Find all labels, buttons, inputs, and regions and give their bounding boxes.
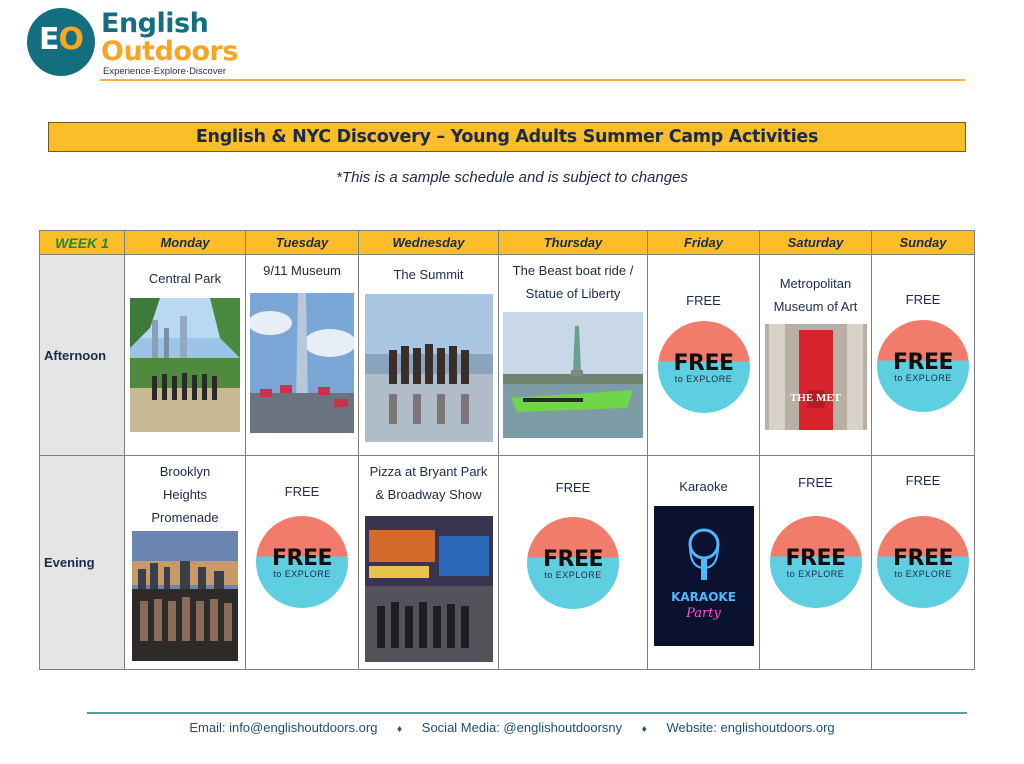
row-label-evening: Evening: [40, 456, 125, 670]
badge-word: FREE: [892, 350, 954, 375]
afternoon-row: [40, 255, 975, 456]
activity-title-line-1: Metropolitan: [779, 276, 852, 291]
badge-word: FREE: [892, 546, 954, 571]
day-header-thursday: Thursday: [499, 231, 648, 255]
page-title: English & NYC Discovery – Young Adults Summer Camp Activities: [195, 127, 819, 147]
footer-divider: [87, 712, 967, 714]
cell-tuesday-afternoon: [246, 255, 359, 456]
schedule-disclaimer: *This is a sample schedule and is subject to changes: [336, 169, 688, 186]
karaoke-poster-art: [654, 506, 754, 646]
title-banner: [48, 122, 966, 152]
day-header-wednesday: Wednesday: [359, 231, 499, 255]
photo-911-museum: [250, 293, 354, 433]
photo-broadway: [365, 516, 493, 662]
cell-friday-afternoon: [648, 255, 760, 456]
karaoke-party-poster: [654, 506, 754, 646]
cell-saturday-evening: [760, 456, 872, 670]
activity-title: Central Park: [148, 271, 222, 286]
diamond-separator-icon: ♦: [641, 724, 647, 735]
activity-title: FREE: [798, 475, 833, 490]
cell-sunday-afternoon: [872, 255, 975, 456]
cell-tuesday-evening: [246, 456, 359, 670]
activity-title: The Summit: [393, 267, 464, 282]
activity-title: FREE: [284, 484, 320, 499]
activity-title-line-1: Brooklyn: [159, 464, 211, 479]
met-banner-text: THE MET: [789, 392, 842, 404]
cell-monday-evening: [125, 456, 246, 670]
activity-title-line-2: Statue of Liberty: [525, 286, 621, 301]
day-header-sunday: Sunday: [872, 231, 975, 255]
photo-the-summit: [365, 294, 493, 442]
day-header-saturday: Saturday: [760, 231, 872, 255]
photo-brooklyn-promenade: [132, 531, 238, 661]
free-to-explore-badge: [770, 516, 862, 608]
brand-name-outdoors: Outdoors: [101, 36, 238, 67]
footer-social[interactable]: Social Media: @englishoutdoorsny: [421, 720, 623, 735]
row-label-afternoon: Afternoon: [40, 255, 125, 456]
diamond-separator-icon: ♦: [397, 724, 403, 735]
badge-word: FREE: [785, 546, 846, 571]
header-divider: [100, 79, 965, 81]
activity-title: Karaoke: [679, 479, 728, 494]
footer-contact: [0, 720, 1024, 735]
cell-wednesday-afternoon: [359, 255, 499, 456]
activity-title: FREE: [686, 293, 721, 308]
activity-title-line-3: Promenade: [151, 510, 219, 525]
cell-thursday-evening: [499, 456, 648, 670]
cell-saturday-afternoon: [760, 255, 872, 456]
cell-sunday-evening: [872, 456, 975, 670]
cell-wednesday-evening: [359, 456, 499, 670]
photo-the-met: [765, 324, 867, 430]
free-to-explore-badge: [658, 321, 750, 413]
brand-name-english: English: [101, 8, 209, 39]
badge-word: FREE: [271, 546, 333, 571]
free-to-explore-badge: [877, 516, 969, 608]
activity-title: FREE: [905, 292, 941, 307]
logo-monogram: [27, 22, 95, 57]
footer-website[interactable]: Website: englishoutdoors.org: [666, 720, 835, 735]
badge-sub: to EXPLORE: [894, 373, 952, 383]
activity-title: FREE: [905, 473, 941, 488]
activity-title-line-2: & Broadway Show: [375, 487, 482, 502]
badge-sub: to EXPLORE: [544, 570, 602, 580]
activity-title-line-1: The Beast boat ride /: [512, 263, 634, 278]
evening-row: [40, 456, 975, 670]
week-label: WEEK 1: [40, 231, 125, 255]
free-to-explore-badge: [877, 320, 969, 412]
badge-sub: to EXPLORE: [674, 374, 733, 384]
cell-monday-afternoon: [125, 255, 246, 456]
day-header-tuesday: Tuesday: [246, 231, 359, 255]
badge-sub: to EXPLORE: [786, 569, 845, 579]
badge-sub: to EXPLORE: [894, 569, 952, 579]
cell-friday-evening: [648, 456, 760, 670]
logo-monogram-e: E: [38, 22, 59, 57]
badge-word: FREE: [542, 547, 604, 572]
free-to-explore-badge: [527, 517, 619, 609]
day-header-friday: Friday: [648, 231, 760, 255]
activity-title: 9/11 Museum: [263, 263, 341, 278]
activity-title-line-2: Museum of Art: [773, 299, 858, 314]
badge-sub: to EXPLORE: [273, 569, 331, 579]
free-to-explore-badge: [256, 516, 348, 608]
activity-title: FREE: [555, 480, 591, 495]
footer-email[interactable]: Email: info@englishoutdoors.org: [189, 720, 378, 735]
karaoke-poster-title: KARAOKE: [671, 590, 736, 604]
badge-word: FREE: [673, 351, 734, 376]
karaoke-poster-subtitle: Party: [686, 606, 721, 621]
logo-monogram-o: O: [58, 22, 83, 57]
photo-central-park: [130, 298, 240, 432]
cell-thursday-afternoon: [499, 255, 648, 456]
photo-beast-boat: [503, 312, 643, 438]
activity-title-line-2: Heights: [162, 487, 208, 502]
header-row: [40, 231, 975, 255]
activity-title-line-1: Pizza at Bryant Park: [369, 464, 488, 479]
brand-logo: [27, 8, 287, 80]
schedule-table: [39, 230, 975, 670]
brand-tagline: Experience·Explore·Discover: [103, 66, 227, 77]
day-header-monday: Monday: [125, 231, 246, 255]
